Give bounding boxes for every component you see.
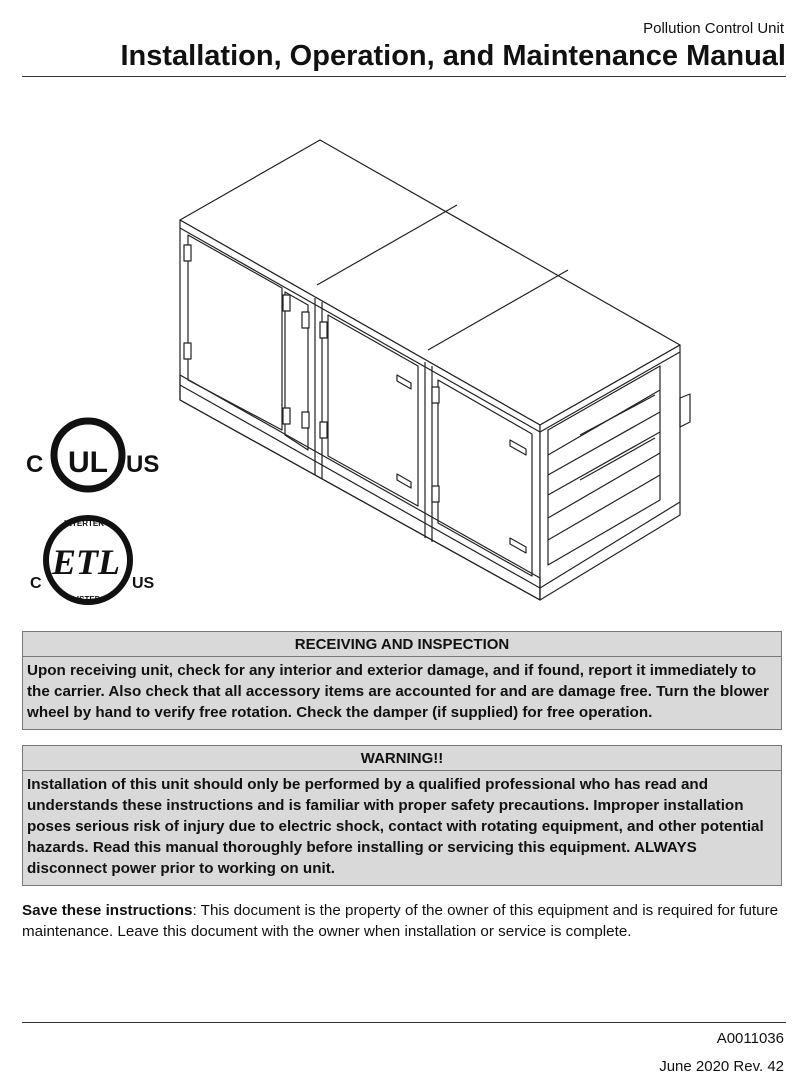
receiving-heading: RECEIVING AND INSPECTION bbox=[23, 632, 781, 657]
document-number: A0011036 bbox=[716, 1030, 784, 1047]
warning-box bbox=[22, 745, 782, 886]
ul-mark-text: UL bbox=[68, 446, 108, 479]
unit-illustration bbox=[160, 130, 700, 605]
etl-c-text: C bbox=[30, 575, 42, 592]
page-title: Installation, Operation, and Maintenance Manual bbox=[120, 40, 786, 72]
save-label: Save these instructions bbox=[22, 902, 193, 919]
header-rule bbox=[22, 76, 786, 77]
warning-text: Installation of this unit should only be performed by a qualified professional who has read and understands these instructions and is familiar with proper safety precautions. Improper installation poses serious risk of injury due to electric shock, contact with rotating equipment, and other potential hazards. Read this manual thoroughly before installing or servicing this equipment. ALWAYS disconnect power prior to working on unit. bbox=[27, 776, 764, 877]
save-text: : This document is the property of the owner of this equipment and is required for future maintenance. Leave this document with the owner when installation or service is complete. bbox=[22, 902, 779, 940]
subtitle: Pollution Control Unit bbox=[643, 20, 784, 37]
date-revision: June 2020 Rev. 42 bbox=[659, 1058, 784, 1075]
etl-mark-text: ETL bbox=[52, 542, 120, 582]
ul-us-text: US bbox=[126, 451, 160, 478]
receiving-inspection-box bbox=[22, 631, 782, 730]
etl-intertek-text: INTERTEK bbox=[64, 519, 104, 528]
etl-listed-text: LISTED bbox=[72, 595, 101, 604]
etl-listing-logo bbox=[28, 508, 168, 613]
warning-heading: WARNING!! bbox=[23, 746, 781, 771]
ul-c-text: C bbox=[26, 451, 44, 478]
etl-us-text: US bbox=[132, 575, 155, 592]
save-instructions bbox=[22, 900, 788, 942]
receiving-text: Upon receiving unit, check for any interior and exterior damage, and if found, report it immediately to the carrier. Also check that all accessory items are accounted for and are damage free. Turn the blower wheel by hand to verify free rotation. Check the damper (if supplied) for free operation. bbox=[27, 662, 769, 721]
ul-listing-logo bbox=[26, 410, 166, 500]
footer-rule bbox=[22, 1022, 786, 1023]
